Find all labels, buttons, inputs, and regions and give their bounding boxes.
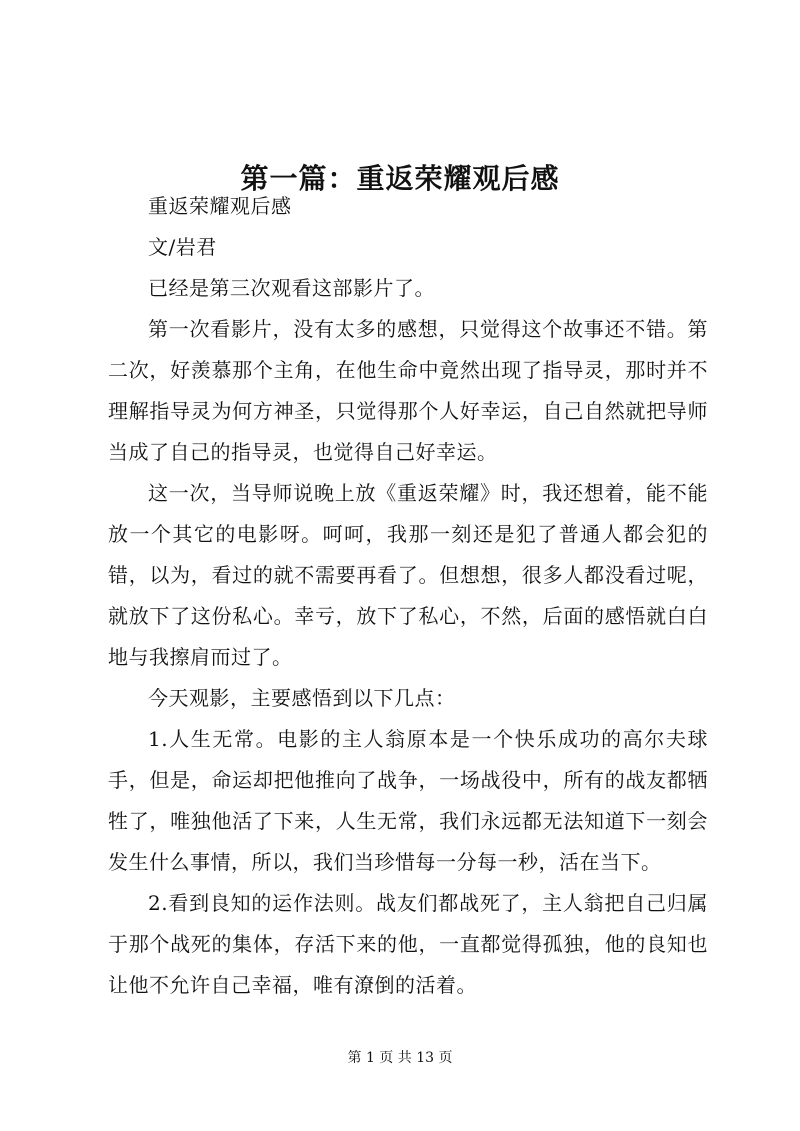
paragraph-third-viewing: 这一次，当导师说晚上放《重返荣耀》时，我还想着，能不能放一个其它的电影呀。呵呵，我那一刻还是犯了普通人都会犯的错，以为，看过的就不需要再看了。但想想，很多人都没看过呢，就放下了这份私心。幸亏，放下了私心，不然，后面的感悟就白白地与我擦肩而过了。 [108,481,708,669]
paragraph-author: 文/岩君 [148,235,217,259]
paragraph-intro: 已经是第三次观看这部影片了。 [148,276,435,300]
paragraph-subtitle: 重返荣耀观后感 [148,194,292,218]
document-body [108,186,708,1006]
document-title: 第一篇：重返荣耀观后感 [240,161,560,195]
paragraph-insights-intro: 今天观影，主要感悟到以下几点： [148,686,456,710]
paragraph-insight-1: 1.人生无常。电影的主人翁原本是一个快乐成功的高尔夫球手，但是，命运却把他推向了战争，一场战役中，所有的战友都牺牲了，唯独他活了下来，人生无常，我们永远都无法知道下一刻会发生什么事情，所以，我们当珍惜每一分每一秒，活在当下。 [108,727,708,874]
paragraph-insight-2: 2.看到良知的运作法则。战友们都战死了，主人翁把自己归属于那个战死的集体，存活下来的他，一直都觉得孤独，他的良知也让他不允许自己幸福，唯有潦倒的活着。 [108,891,708,997]
page-number-footer: 第 1 页 共 13 页 [347,1050,453,1066]
paragraph-first-second-viewing: 第一次看影片，没有太多的感想，只觉得这个故事还不错。第二次，好羡慕那个主角，在他生命中竟然出现了指导灵，那时并不理解指导灵为何方神圣，只觉得那个人好幸运，自己自然就把导师当成了自己的指导灵，也觉得自己好幸运。 [108,317,708,464]
